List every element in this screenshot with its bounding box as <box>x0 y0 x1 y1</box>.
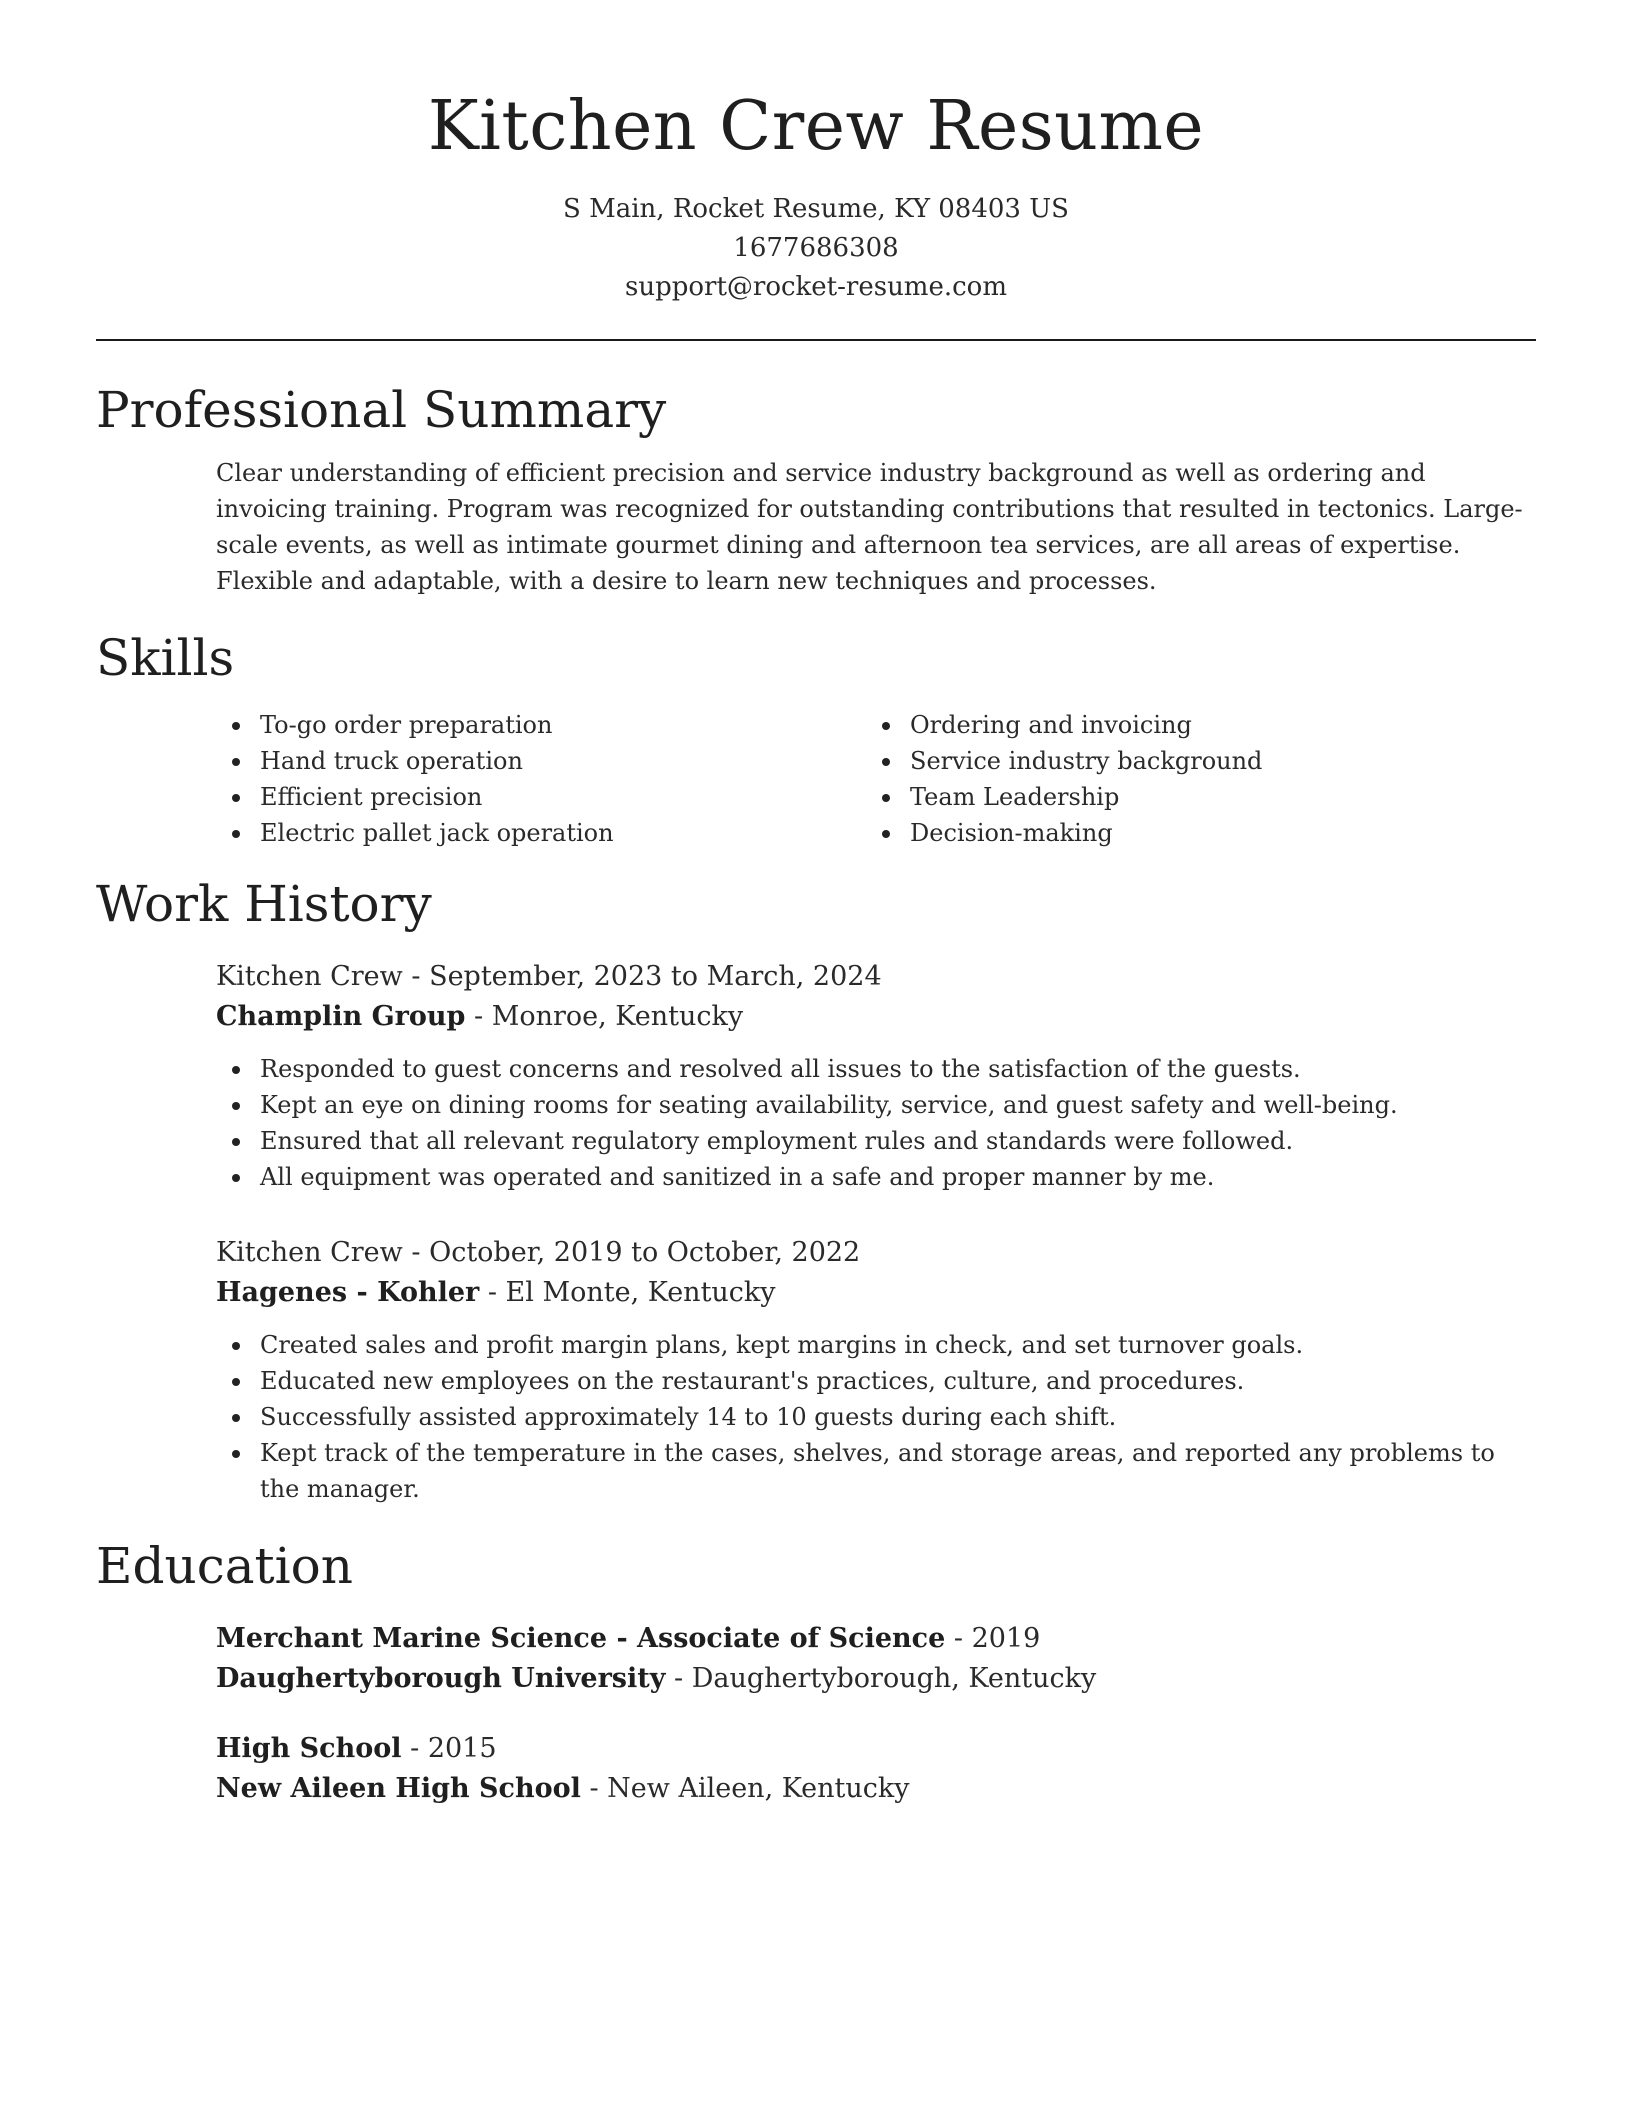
job-duty-item: Responded to guest concerns and resolved all issues to the satisfaction of the guests. <box>216 1051 1536 1087</box>
contact-email: support@rocket-resume.com <box>624 272 1007 302</box>
job-duty-item: Created sales and profit margin plans, kept margins in check, and set turnover goals. <box>216 1327 1536 1363</box>
education-year: - 2015 <box>401 1733 497 1764</box>
work-history-heading: Work History <box>96 875 432 933</box>
job-location: - El Monte, Kentucky <box>479 1277 776 1308</box>
job-duty-item: Educated new employees on the restaurant's practices, culture, and procedures. <box>216 1363 1536 1399</box>
job-duty-item: All equipment was operated and sanitized in a safe and proper manner by me. <box>216 1159 1536 1195</box>
job-duties <box>216 1051 1536 1195</box>
summary-heading: Professional Summary <box>96 381 667 439</box>
resume-header <box>96 0 1536 307</box>
job-duty-item: Successfully assisted approximately 14 to 10 guests during each shift. <box>216 1399 1536 1435</box>
education-degree: Merchant Marine Science - Associate of Science <box>216 1623 946 1654</box>
education-school: New Aileen High School <box>216 1773 581 1804</box>
education-entry <box>216 1729 1536 1809</box>
skill-item: Service industry background <box>866 743 1516 779</box>
skill-item: Efficient precision <box>216 779 866 815</box>
education-degree-line <box>216 1619 1536 1659</box>
education-location: - Daughertyborough, Kentucky <box>665 1663 1097 1694</box>
education-school: Daughertyborough University <box>216 1663 666 1694</box>
education-heading: Education <box>96 1537 353 1595</box>
header-divider <box>96 339 1536 341</box>
job-dates: - September, 2023 to March, 2024 <box>402 961 882 992</box>
contact-info <box>96 190 1536 307</box>
job-entry <box>216 1233 1536 1507</box>
skill-item: Team Leadership <box>866 779 1516 815</box>
job-company-line <box>216 1273 1536 1313</box>
skills-list <box>216 707 1536 851</box>
job-duty-item: Kept track of the temperature in the cases, shelves, and storage areas, and reported any problems to the manager. <box>216 1435 1536 1507</box>
job-duties <box>216 1327 1536 1507</box>
skill-item: Decision-making <box>866 815 1516 851</box>
skills-column-right <box>866 707 1516 851</box>
job-company-line <box>216 997 1536 1037</box>
job-location: - Monroe, Kentucky <box>465 1001 744 1032</box>
job-duty-item: Kept an eye on dining rooms for seating availability, service, and guest safety and well-being. <box>216 1087 1536 1123</box>
job-entry <box>216 957 1536 1195</box>
job-title-line <box>216 1233 1536 1273</box>
skills-heading: Skills <box>96 629 235 687</box>
education-school-line <box>216 1769 1536 1809</box>
job-company: Hagenes - Kohler <box>216 1277 480 1308</box>
skill-item: Ordering and invoicing <box>866 707 1516 743</box>
skill-item: Hand truck operation <box>216 743 866 779</box>
education-year: - 2019 <box>945 1623 1041 1654</box>
contact-phone: 1677686308 <box>733 233 899 263</box>
education-school-line <box>216 1659 1536 1699</box>
education-location: - New Aileen, Kentucky <box>580 1773 910 1804</box>
education-degree: High School <box>216 1733 402 1764</box>
education-degree-line <box>216 1729 1536 1769</box>
summary-text: Clear understanding of efficient precision and service industry background as well as ordering and invoicing training. Program was recognized for outstanding contributions that resulted in tectonics. Large-scale events, as well as intimate gourmet dining and afternoon tea services, are all areas of expertise. Flexible and adaptable, with a desire to learn new techniques and processes. <box>216 459 1523 595</box>
skills-column-left <box>216 707 866 851</box>
education-entry <box>216 1619 1536 1699</box>
job-company: Champlin Group <box>216 1001 466 1032</box>
job-position: Kitchen Crew <box>216 961 403 992</box>
job-dates: - October, 2019 to October, 2022 <box>402 1237 861 1268</box>
skill-item: Electric pallet jack operation <box>216 815 866 851</box>
job-position: Kitchen Crew <box>216 1237 403 1268</box>
job-duty-item: Ensured that all relevant regulatory employment rules and standards were followed. <box>216 1123 1536 1159</box>
page-title: Kitchen Crew Resume <box>427 87 1205 166</box>
skill-item: To-go order preparation <box>216 707 866 743</box>
contact-address: S Main, Rocket Resume, KY 08403 US <box>563 194 1069 224</box>
job-title-line <box>216 957 1536 997</box>
